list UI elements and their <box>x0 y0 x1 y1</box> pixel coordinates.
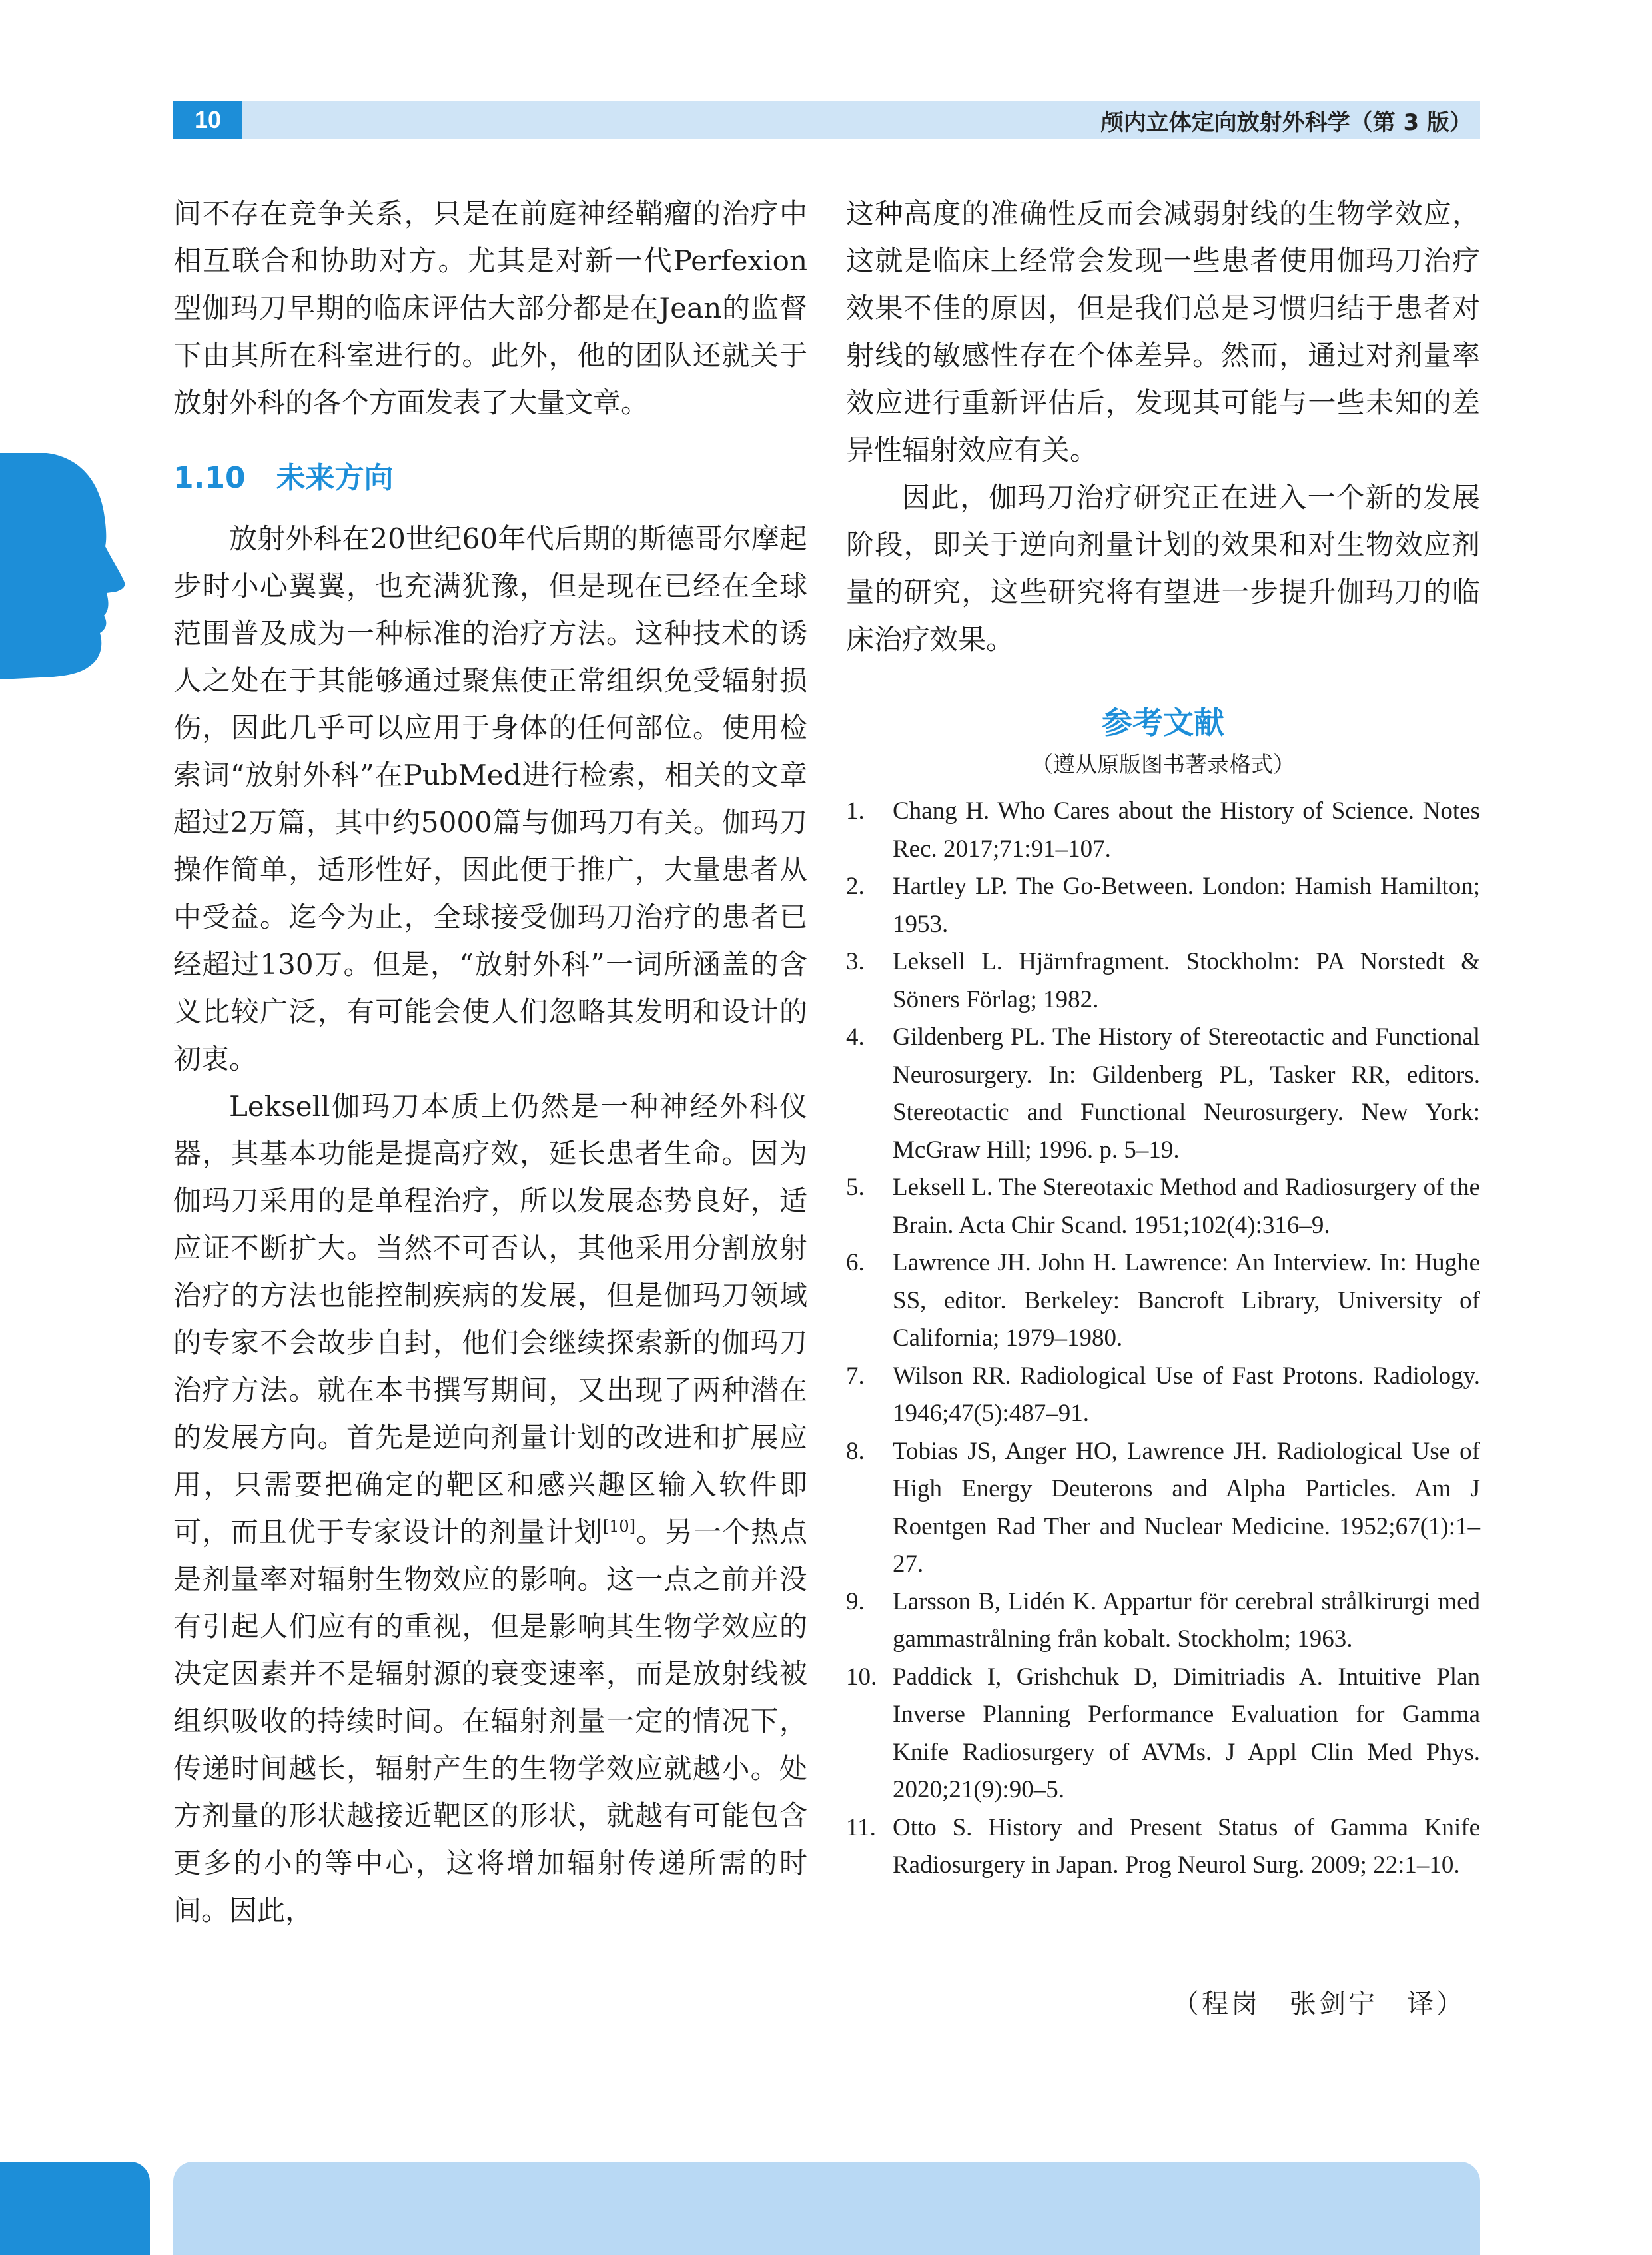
left-column <box>173 190 807 1934</box>
reference-text: Hartley LP. The Go-Between. London: Hamish Hamilton; 1953. <box>893 873 1480 938</box>
references-note: （遵从原版图书著录格式） <box>1031 751 1295 777</box>
reference-text: Larsson B, Lidén K. Appartur för cerebral strålkirurgi med gammastrålning från kobalt. Stockholm; 1963. <box>893 1587 1480 1653</box>
translator-credit: （程岗 张剑宁 译） <box>1172 1989 1465 2019</box>
reference-number: 2. <box>846 873 865 900</box>
reference-list <box>846 793 1480 1885</box>
paragraph-2-text-b: 。另一个热点是剂量率对辐射生物效应的影响。这一点之前并没有引起人们应有的重视，但是影响其生物学效应的决定因素并不是辐射源的衰变速率，而是放射线被组织吸收的持续时间。在辐射剂量一定的情况下，传递时间越长，辐射产生的生物学效应就越小。处方剂量的形状越接近靶区的形状，就越有可能包含更多的小的等中心，这将增加辐射传递所需的时间。因此， <box>173 1516 807 1927</box>
reference-item <box>846 943 1480 1019</box>
right-column <box>846 190 1480 1885</box>
references-heading: 参考文献 <box>1102 705 1224 741</box>
intro-paragraph: 间不存在竞争关系，只是在前庭神经鞘瘤的治疗中相互联合和协助对方。尤其是对新一代Perfexion型伽玛刀早期的临床评估大部分都是在Jean的监督下由其所在科室进行的。此外，他的团队还就关于放射外科的各个方面发表了大量文章。 <box>173 197 807 419</box>
paragraph-2-text-a: Leksell伽玛刀本质上仍然是一种神经外科仪器，其基本功能是提高疗效，延长患者生命。因为伽玛刀采用的是单程治疗，所以发展态势良好，适应证不断扩大。当然不可否认，其他采用分割放射治疗的方法也能控制疾病的发展，但是伽玛刀领域的专家不会故步自封，他们会继续探索新的伽玛刀治疗方法。就在本书撰写期间，又出现了两种潜在的发展方向。首先是逆向剂量计划的改进和扩展应用，只需要把确定的靶区和感兴趣区输入软件即可，而且优于专家设计的剂量计划 <box>173 1090 807 1548</box>
reference-text: Gildenberg PL. The History of Stereotactic and Functional Neurosurgery. In: Gildenberg PL, Tasker RR, editors. Stereotactic and Functional Neurosurgery. New York: McGraw Hill; 1996. p. 5–19. <box>893 1023 1480 1164</box>
section-heading <box>173 454 807 502</box>
body-paragraph-3: 因此，伽玛刀治疗研究正在进入一个新的发展阶段，即关于逆向剂量计划的效果和对生物效应剂量的研究，这些研究将有望进一步提升伽玛刀的临床治疗效果。 <box>846 481 1480 656</box>
reference-text: Otto S. History and Present Status of Gamma Knife Radiosurgery in Japan. Prog Neurol Surg. 2009; 22:1–10. <box>893 1813 1480 1879</box>
reference-text: Paddick I, Grishchuk D, Dimitriadis A. Intuitive Plan Inverse Planning Performance Evaluation for Gamma Knife Radiosurgery of AVMs. J Appl Clin Med Phys. 2020;21(9):90–5. <box>893 1663 1480 1803</box>
reference-text: Leksell L. The Stereotaxic Method and Radiosurgery of the Brain. Acta Chir Scand. 1951;102(4):316–9. <box>893 1174 1480 1239</box>
reference-item <box>846 1809 1480 1885</box>
reference-item <box>846 1169 1480 1244</box>
reference-number: 3. <box>846 948 865 975</box>
section-title: 未来方向 <box>276 461 394 495</box>
citation-marker: [10] <box>602 1517 636 1536</box>
reference-item <box>846 1583 1480 1659</box>
reference-number: 8. <box>846 1437 865 1465</box>
reference-number: 4. <box>846 1023 865 1051</box>
reference-item <box>846 1659 1480 1809</box>
reference-number: 10. <box>846 1663 877 1691</box>
reference-number: 5. <box>846 1174 865 1201</box>
reference-item <box>846 793 1480 868</box>
reference-number: 9. <box>846 1587 865 1615</box>
reference-number: 7. <box>846 1362 865 1390</box>
reference-item <box>846 1358 1480 1433</box>
reference-number: 1. <box>846 797 865 825</box>
reference-text: Leksell L. Hjärnfragment. Stockholm: PA Norstedt & Söners Förlag; 1982. <box>893 948 1480 1013</box>
section-number: 1.10 <box>173 461 246 495</box>
footer-tab <box>0 2162 150 2255</box>
reference-text: Chang H. Who Cares about the History of Science. Notes Rec. 2017;71:91–107. <box>893 797 1480 863</box>
reference-item <box>846 1244 1480 1358</box>
reference-text: Lawrence JH. John H. Lawrence: An Interview. In: Hughe SS, editor. Berkeley: Bancroft Library, University of California; 1979–1980. <box>893 1249 1480 1352</box>
reference-text: Tobias JS, Anger HO, Lawrence JH. Radiological Use of High Energy Deuterons and Alpha Particles. Am J Roentgen Rad Ther and Nuclear Medicine. 1952;67(1):1–27. <box>893 1437 1480 1578</box>
body-paragraph-1: 放射外科在20世纪60年代后期的斯德哥尔摩起步时小心翼翼，也充满犹豫，但是现在已经在全球范围普及成为一种标准的治疗方法。这种技术的诱人之处在于其能够通过聚焦使正常组织免受辐射损伤，因此几乎可以应用于身体的任何部位。使用检索词“放射外科”在PubMed进行检索，相关的文章超过2万篇，其中约5000篇与伽玛刀有关。伽玛刀操作简单，适形性好，因此便于推广，大量患者从中受益。迄今为止，全球接受伽玛刀治疗的患者已经超过130万。但是，“放射外科”一词所涵盖的含义比较广泛，有可能会使人们忽略其发明和设计的初衷。 <box>173 522 807 1075</box>
head-profile-icon <box>0 453 127 693</box>
reference-item <box>846 1433 1480 1583</box>
continuation-paragraph: 这种高度的准确性反而会减弱射线的生物学效应，这就是临床上经常会发现一些患者使用伽玛刀治疗效果不佳的原因，但是我们总是习惯归结于患者对射线的敏感性存在个体差异。然而，通过对剂量率效应进行重新评估后，发现其可能与一些未知的差异性辐射效应有关。 <box>846 197 1480 466</box>
reference-number: 11. <box>846 1813 876 1841</box>
reference-number: 6. <box>846 1249 865 1276</box>
running-header-title: 颅内立体定向放射外科学（第 3 版） <box>1100 109 1472 136</box>
reference-text: Wilson RR. Radiological Use of Fast Protons. Radiology. 1946;47(5):487–91. <box>893 1362 1480 1427</box>
reference-item <box>846 1019 1480 1169</box>
reference-item <box>846 868 1480 943</box>
footer-band <box>173 2162 1480 2255</box>
page-number: 10 <box>173 101 242 139</box>
body-paragraph-2 <box>173 1083 807 1934</box>
